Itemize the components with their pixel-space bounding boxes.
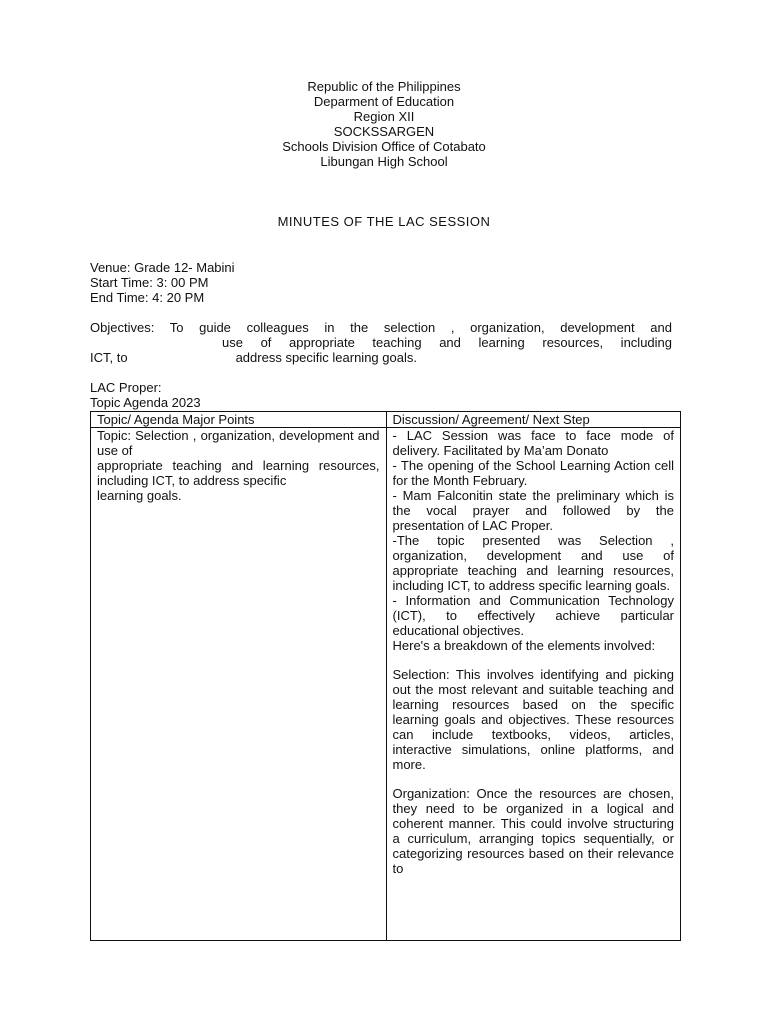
- document-title: MINUTES OF THE LAC SESSION: [277, 214, 491, 229]
- discussion-cell-text: [393, 428, 675, 938]
- topic-line: learning goals.: [97, 488, 182, 503]
- discussion-item: - LAC Session was face to face mode of delivery. Facilitated by Ma’am Donato: [392, 428, 674, 458]
- letterhead-line: Deparment of Education: [313, 94, 455, 109]
- letterhead-line: Region XII: [353, 109, 415, 124]
- minutes-table: [90, 411, 681, 941]
- topic-agenda-label: Topic Agenda 2023: [90, 395, 201, 410]
- lac-proper-label: LAC Proper:: [90, 380, 162, 395]
- session-details: [90, 260, 235, 305]
- letterhead: [0, 79, 768, 169]
- table-header-discussion: Discussion/ Agreement/ Next Step: [386, 412, 681, 428]
- topic-cell: [91, 428, 387, 941]
- letterhead-line: Libungan High School: [320, 154, 448, 169]
- topic-cell-text: [97, 428, 380, 503]
- letterhead-line: Schools Division Office of Cotabato: [282, 139, 486, 154]
- objectives-paragraph: [90, 320, 672, 365]
- letterhead-line: Republic of the Philippines: [307, 79, 461, 94]
- discussion-item: - Information and Communication Technology (ICT), to effectively achieve particular educational objectives.: [392, 593, 674, 638]
- objectives-line: use of appropriate teaching and learning resources, including: [222, 335, 672, 350]
- paragraph-gap: [393, 772, 675, 786]
- discussion-item: -The topic presented was Selection , organization, development and use of appropriate teaching and learning resources, including ICT, to address specific learning goals.: [392, 533, 674, 593]
- discussion-item: - The opening of the School Learning Action cell for the Month February.: [392, 458, 674, 488]
- venue-text: Venue: Grade 12- Mabini: [90, 260, 235, 275]
- paragraph-gap: [393, 653, 675, 667]
- table-header-row: [91, 412, 681, 428]
- letterhead-line: SOCKSSARGEN: [333, 124, 435, 139]
- discussion-item: Selection: This involves identifying and picking out the most relevant and suitable teaching and learning resources based on the specific learning goals and objectives. These resources can include textbooks, videos, articles, interactive simulations, online platforms, and more.: [392, 667, 674, 772]
- end-time-text: End Time: 4: 20 PM: [90, 290, 205, 305]
- objectives-line-end: address specific learning goals.: [235, 350, 417, 365]
- table-header-topic: Topic/ Agenda Major Points: [91, 412, 387, 428]
- lac-proper-section: [90, 380, 201, 410]
- topic-line: appropriate teaching and learning resources, including ICT, to address specific: [97, 458, 380, 488]
- topic-line: Topic: Selection , organization, development and use of: [97, 428, 380, 458]
- objectives-line: Objectives: To guide colleagues in the selection , organization, development and: [90, 320, 672, 335]
- objectives-line-start: ICT, to: [90, 350, 128, 365]
- start-time-text: Start Time: 3: 00 PM: [90, 275, 209, 290]
- table-row: [91, 428, 681, 941]
- discussion-item: Organization: Once the resources are chosen, they need to be organized in a logical and coherent manner. This could involve structuring a curriculum, arranging topics sequentially, or categorizing resources based on their relevance to: [392, 786, 674, 876]
- discussion-item: - Mam Falconitin state the preliminary which is the vocal prayer and followed by the presentation of LAC Proper.: [392, 488, 674, 533]
- objectives-line: [90, 350, 672, 365]
- discussion-item: Here's a breakdown of the elements involved:: [392, 638, 656, 653]
- discussion-cell: [386, 428, 681, 941]
